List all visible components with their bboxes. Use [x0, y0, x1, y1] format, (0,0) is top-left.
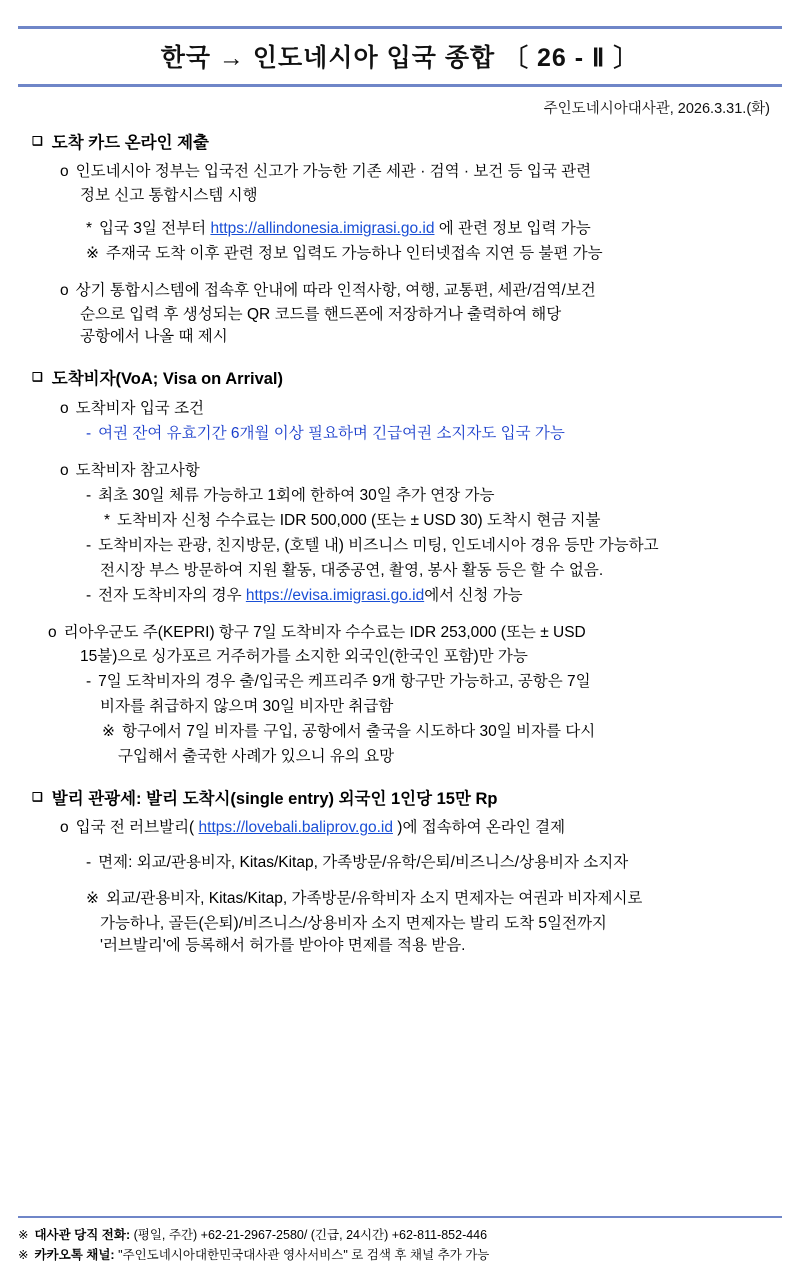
list-item [18, 622, 782, 644]
note-bullet-icon: ※ [86, 245, 99, 263]
evisa-prefix: 전자 도착비자의 경우 [98, 586, 246, 604]
list-item-continuation: 정보 신고 통합시스템 시행 [80, 187, 258, 205]
list-item-continuation: 비자를 취급하지 않으며 30일 비자만 취급함 [100, 697, 394, 715]
circle-bullet-icon: o [48, 623, 57, 641]
list-item [18, 510, 782, 532]
list-item [18, 671, 782, 693]
dash-bullet-icon: - [86, 486, 92, 504]
note-bullet-icon: ※ [18, 1248, 29, 1262]
lovebali-link[interactable]: https://lovebali.baliprov.go.id [198, 819, 393, 837]
evisa-link[interactable]: https://evisa.imigrasi.go.id [245, 586, 425, 604]
note-bullet-icon: ※ [102, 722, 115, 740]
list-item-continuation: 순으로 입력 후 생성되는 QR 코드를 핸드폰에 저장하거나 출력하여 해당 [80, 306, 562, 324]
allindonesia-link[interactable]: https://allindonesia.imigrasi.go.id [210, 220, 435, 238]
list-item [18, 398, 782, 420]
lovebali-prefix: 입국 전 러브발리( [75, 819, 199, 837]
section-heading-text: 도착비자(VoA; Visa on Arrival) [51, 370, 284, 389]
section-heading-voa [18, 368, 782, 391]
circle-bullet-icon: o [60, 163, 69, 181]
list-item-text: 여권 잔여 유효기간 6개월 이상 필요하며 긴급여권 소지자도 입국 가능 [98, 424, 565, 442]
footer-line-phone [18, 1225, 782, 1245]
list-item [18, 485, 782, 507]
circle-bullet-icon: o [60, 399, 69, 417]
page-title: 한국 → 인도네시아 입국 종합 〔 26 - Ⅱ 〕 [160, 44, 640, 72]
dash-bullet-icon: - [86, 854, 92, 872]
footer-line-kakao [18, 1245, 782, 1265]
evisa-suffix: 에서 신청 가능 [424, 586, 523, 604]
document-footer [18, 1216, 782, 1265]
list-item [18, 721, 782, 743]
document-source-line: 주인도네시아대사관, 2026.3.31.(화) [543, 101, 770, 117]
star-bullet-icon: * [104, 511, 111, 529]
list-item-text: 항구에서 7일 비자를 구입, 공항에서 출국을 시도하다 30일 비자를 다시 [122, 722, 596, 740]
footer-kakao-label: 카카오톡 채널: [34, 1248, 115, 1262]
list-item [18, 585, 782, 607]
star-bullet-icon: * [86, 220, 93, 238]
note-bullet-icon: ※ [18, 1228, 29, 1242]
list-item-text [98, 585, 782, 607]
star-note-prefix: 입국 3일 전부터 [99, 220, 211, 238]
circle-bullet-icon: o [60, 461, 69, 479]
list-item-text [99, 218, 782, 240]
list-item [18, 243, 782, 265]
list-item [18, 852, 782, 874]
list-item [18, 218, 782, 240]
document-body [18, 132, 782, 957]
list-item-text: 외교/관용비자, Kitas/Kitap, 가족방문/유학비자 소지 면제자는 여권과 비자제시로 [106, 890, 643, 908]
section-heading-bali-tax [18, 788, 782, 811]
dash-bullet-icon: - [86, 536, 92, 554]
circle-bullet-icon: o [60, 819, 69, 837]
list-item-continuation: 구입해서 출국한 사례가 있으니 유의 요망 [118, 747, 395, 765]
list-item [18, 460, 782, 482]
list-item-text: 리아우군도 주(KEPRI) 항구 7일 도착비자 수수료는 IDR 253,000 (또는 ± USD [63, 623, 586, 641]
list-item-text [76, 817, 782, 839]
section-heading-text: 도착 카드 온라인 제출 [51, 134, 209, 152]
star-note-suffix: 에 관련 정보 입력 가능 [434, 220, 591, 238]
list-item-text: 주재국 도착 이후 관련 정보 입력도 가능하나 인터넷접속 지연 등 불편 가능 [106, 245, 603, 263]
dash-bullet-icon: - [86, 424, 92, 442]
circle-bullet-icon: o [60, 282, 69, 300]
list-item-text: 도착비자 참고사항 [75, 461, 200, 479]
list-item [18, 161, 782, 183]
note-bullet-icon: ※ [86, 890, 99, 908]
footer-phone-text: (평일, 주간) +62-21-2967-2580/ (긴급, 24시간) +62-811-852-446 [133, 1228, 488, 1242]
list-item-text: 도착비자는 관광, 친지방문, (호텔 내) 비즈니스 미팅, 인도네시아 경유 등만 가능하고 [98, 536, 659, 554]
document-title-banner [18, 26, 782, 87]
list-item [18, 817, 782, 839]
list-item-text: 인도네시아 정부는 입국전 신고가 가능한 기존 세관 · 검역 · 보건 등 입국 관련 [75, 163, 592, 181]
section-heading-arrival-card [18, 132, 782, 155]
square-bullet-icon: ❑ [32, 370, 43, 385]
list-item [18, 535, 782, 557]
dash-bullet-icon: - [86, 672, 92, 690]
list-item-continuation: 15불)으로 싱가포르 거주허가를 소지한 외국인(한국인 포함)만 가능 [80, 647, 528, 665]
list-item-continuation: '러브발리'에 등록해서 허가를 받아야 면제를 적용 받음. [100, 937, 466, 955]
list-item-continuation: 전시장 부스 방문하여 지원 활동, 대중공연, 촬영, 봉사 활동 등은 할 수 없음. [100, 561, 604, 579]
list-item-continuation: 공항에서 나올 때 제시 [80, 328, 228, 346]
list-item [18, 888, 782, 910]
list-item-continuation: 가능하나, 골든(은퇴)/비즈니스/상용비자 소지 면제자는 발리 도착 5일전까지 [100, 915, 607, 933]
list-item [18, 423, 782, 445]
list-item-text: 최초 30일 체류 가능하고 1회에 한하여 30일 추가 연장 가능 [98, 486, 495, 504]
footer-phone-label: 대사관 당직 전화: [34, 1228, 131, 1242]
square-bullet-icon: ❑ [32, 789, 43, 804]
list-item-text: 7일 도착비자의 경우 출/입국은 케프리주 9개 항구만 가능하고, 공항은 7일 [98, 672, 591, 690]
list-item-text: 도착비자 신청 수수료는 IDR 500,000 (또는 ± USD 30) 도착시 현금 지불 [117, 511, 601, 529]
document-page [0, 26, 800, 1279]
footer-kakao-text: "주인도네시아대한민국대사관 영사서비스" 로 검색 후 채널 추가 가능 [118, 1248, 490, 1262]
list-item-text: 도착비자 입국 조건 [75, 399, 205, 417]
list-item [18, 280, 782, 302]
list-item-text: 면제: 외교/관용비자, Kitas/Kitap, 가족방문/유학/은퇴/비즈니스/상용비자 소지자 [98, 854, 629, 872]
lovebali-suffix: )에 접속하여 온라인 결제 [392, 819, 566, 837]
dash-bullet-icon: - [86, 586, 92, 604]
square-bullet-icon: ❑ [32, 134, 43, 148]
list-item-text: 상기 통합시스템에 접속후 안내에 따라 인적사항, 여행, 교통편, 세관/검역/보건 [75, 282, 596, 300]
section-heading-text: 발리 관광세: 발리 도착시(single entry) 외국인 1인당 15만 Rp [51, 789, 498, 808]
